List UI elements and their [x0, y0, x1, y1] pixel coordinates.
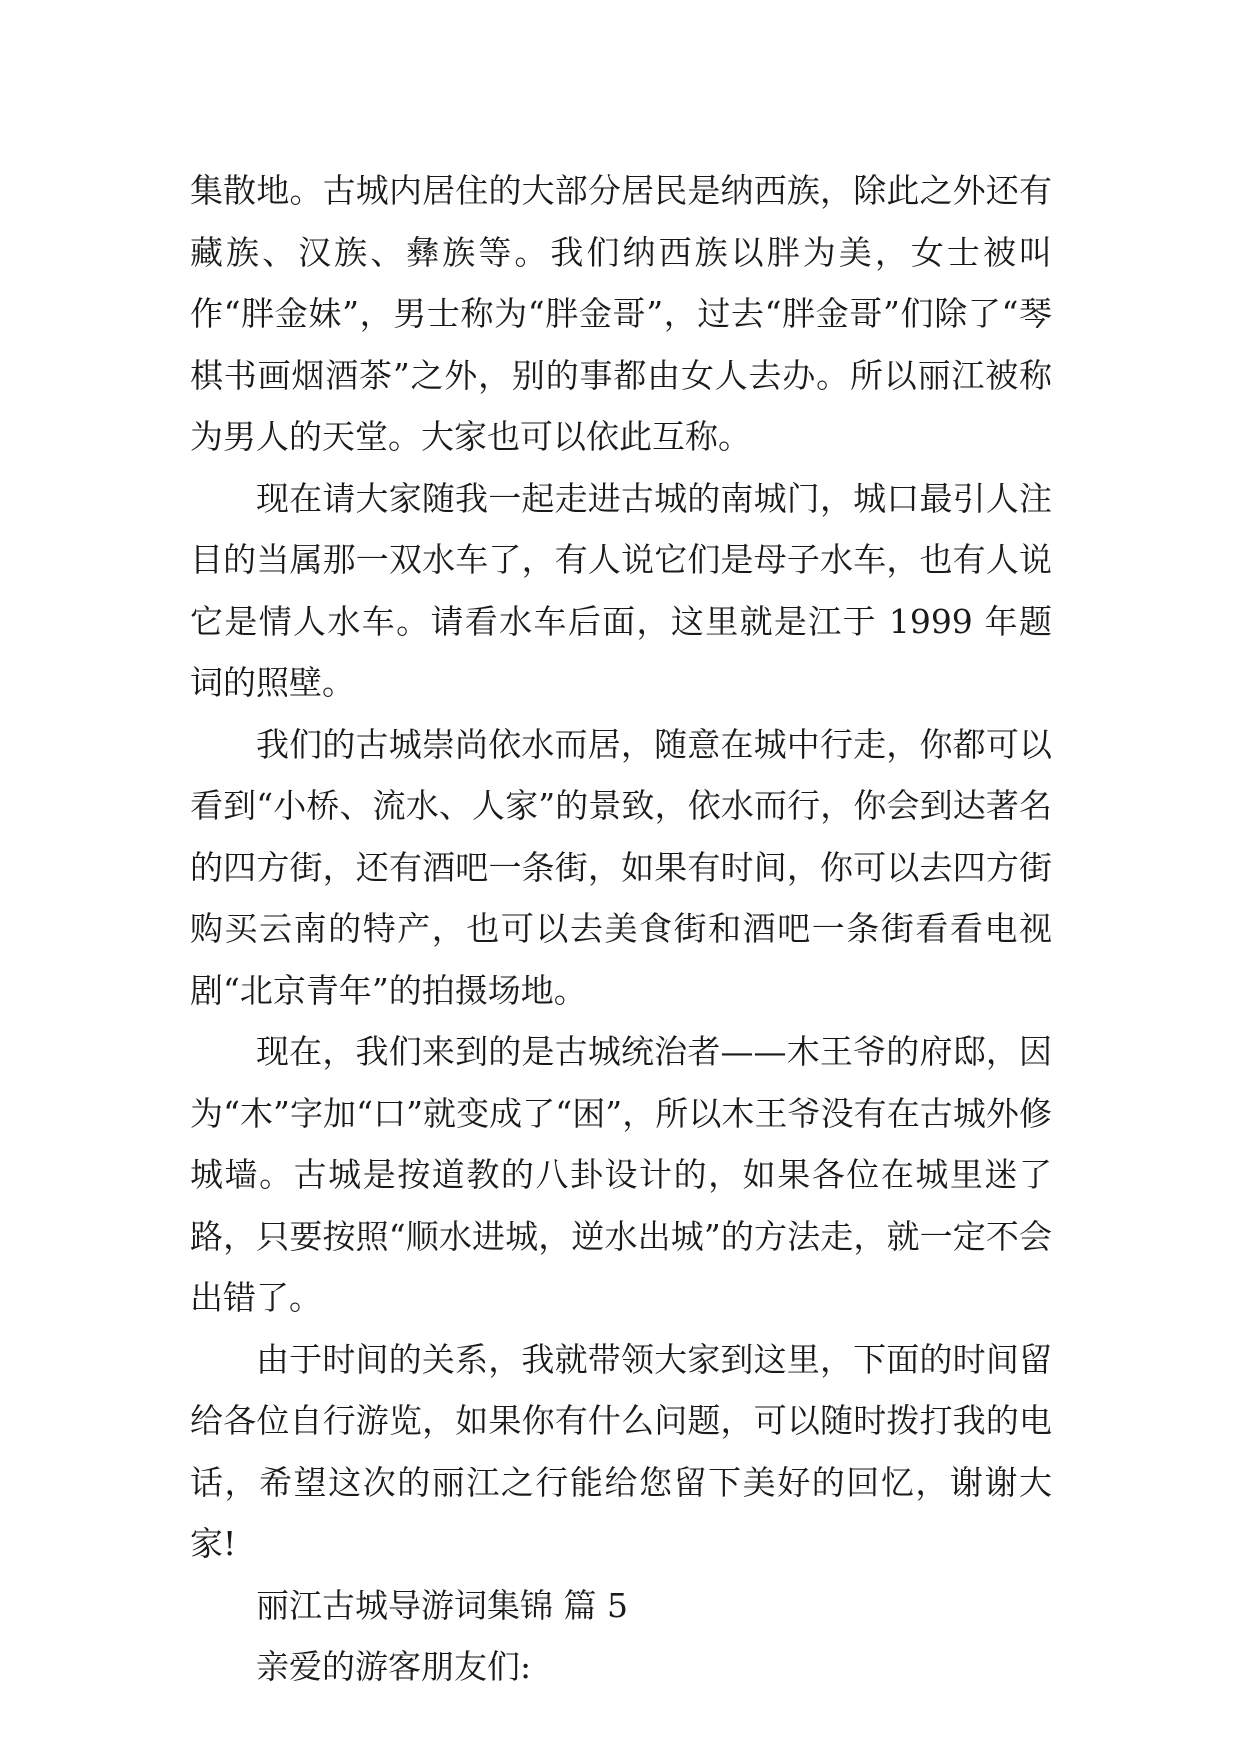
paragraph-continued: 集散地。古城内居住的大部分居民是纳西族，除此之外还有藏族、汉族、彝族等。我们纳西族以胖为美，女士被叫作“胖金妹”，男士称为“胖金哥”，过去“胖金哥”们除了“琴棋书画烟酒茶”之外，别的事都由女人去办。所以丽江被称为男人的天堂。大家也可以依此互称。	[190, 171, 1052, 456]
paragraph-closing: 由于时间的关系，我就带领大家到这里，下面的时间留给各位自行游览，如果你有什么问题，可以随时拨打我的电话，希望这次的丽江之行能给您留下美好的回忆，谢谢大家!	[190, 1339, 1052, 1563]
paragraph-mu-mansion: 现在，我们来到的是古城统治者——木王爷的府邸，因为“木”字加“口”就变成了“困”，所以木王爷没有在古城外修城墙。古城是按道教的八卦设计的，如果各位在城里迷了路，只要按照“顺水进城，逆水出城”的方法走，就一定不会出错了。	[190, 1032, 1052, 1317]
greeting-line: 亲爱的游客朋友们:	[256, 1647, 532, 1686]
paragraph-south-gate: 现在请大家随我一起走进古城的南城门，城口最引人注目的当属那一双水车了，有人说它们是母子水车，也有人说它是情人水车。请看水车后面，这里就是江于 1999 年题词的照壁。	[190, 478, 1052, 702]
document-body	[190, 160, 1052, 1698]
paragraph-streets: 我们的古城崇尚依水而居，随意在城中行走，你都可以看到“小桥、流水、人家”的景致，依水而行，你会到达著名的四方街，还有酒吧一条街，如果有时间，你可以去四方街购买云南的特产，也可以去美食街和酒吧一条街看看电视剧“北京青年”的拍摄场地。	[190, 724, 1052, 1010]
section-heading: 丽江古城导游词集锦 篇 5	[256, 1585, 628, 1625]
